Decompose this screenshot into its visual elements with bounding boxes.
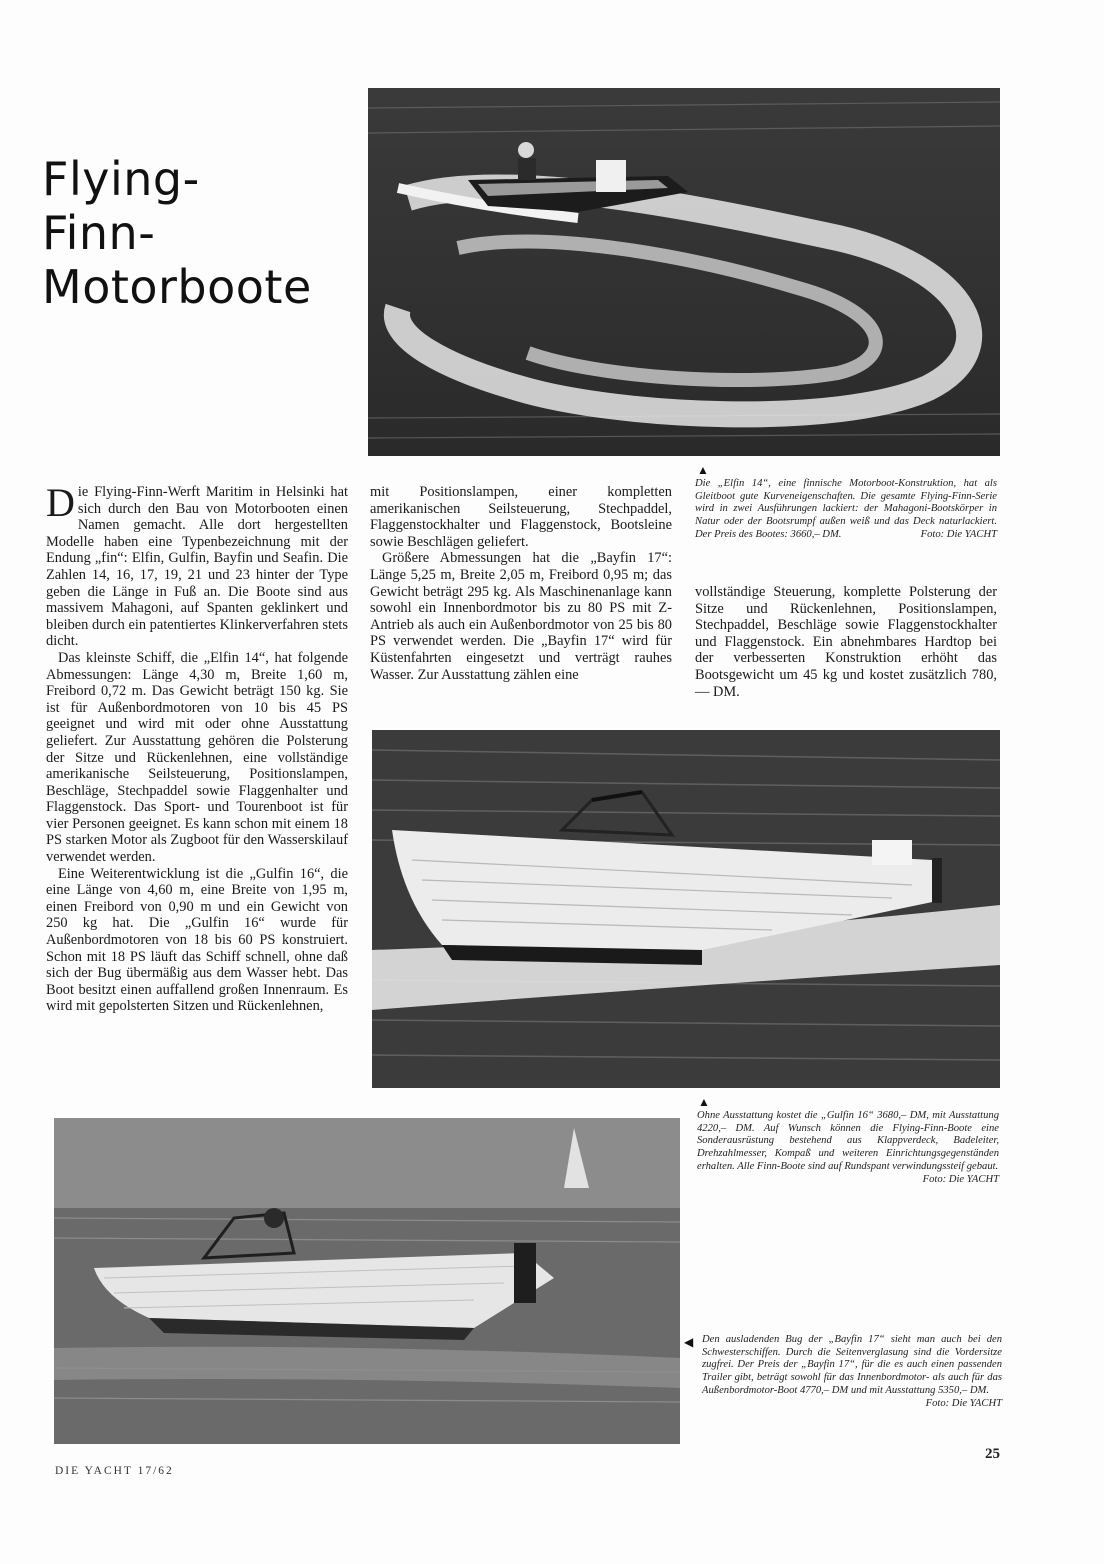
title-line-1: Flying- — [42, 152, 200, 206]
photo-credit: Foto: Die YACHT — [920, 528, 997, 540]
photo-credit: Foto: Die YACHT — [925, 1397, 1002, 1409]
photo-bayfin-17 — [54, 1118, 680, 1444]
caption-elfin-14 — [695, 478, 997, 542]
caption-gulfin-16 — [697, 1110, 999, 1186]
photo-gulfin-16 — [372, 730, 1000, 1088]
photo-credit: Foto: Die YACHT — [922, 1173, 999, 1185]
title-line-2: Finn- — [42, 206, 156, 260]
caption-bayfin-17 — [702, 1334, 1002, 1410]
title-line-3: Motorboote — [42, 260, 312, 314]
col3-p1: vollständige Steuerung, komplette Polsterung der Sitze und Rückenlehnen, Positionslampen, Stechpaddel, Beschläge sowie Flaggenstockhalter und Flaggenstock. Ein abnehmbares Hardtop bei der verbesserten Konstruktion erhöht das Bootsgewicht um 45 kg und kostet zusätzlich 780,— DM. — [695, 584, 997, 700]
caption-arrow-up-icon: ▲ — [697, 463, 709, 477]
page-number: 25 — [985, 1446, 1000, 1462]
caption-gulfin-text: Ohne Ausstattung kostet die „Gulfin 16“ 3680,– DM, mit Ausstattung 4220,– DM. Auf Wunsch können die Flying-Finn-Boote eine Sonderausrüstung bestehend aus Klappverdeck, Badeleiter, Drehzahlmesser, Kompaß und weiteren Einrichtungsgegenständen erhalten. Alle Finn-Boote sind auf Rundspant verwindungssteif gebaut. — [697, 1110, 999, 1172]
col1-p3: Eine Weiterentwicklung ist die „Gulfin 16“, die eine Länge von 4,60 m, eine Breite von 1,95 m, einen Freibord von 0,90 m und ein Gewicht von 250 kg hat. Die „Gulfin 16“ wurde für Außenbordmotoren von 18 bis 60 PS konstruiert. Schon mit 18 PS läuft das Schiff schnell, ohne daß sich der Bug übermäßig aus dem Wasser hebt. Das Boot besitzt einen auffallend großen Innenraum. Es wird mit gepolsterten Sitzen und Rückenlehnen, — [46, 865, 348, 1015]
text-column-2 — [370, 484, 672, 683]
col2-p2: Größere Abmessungen hat die „Bayfin 17“: Länge 5,25 m, Breite 2,05 m, Freibord 0,95 m; das Gewicht beträgt 295 kg. Als Maschinenanlage kann sowohl ein Innenbordmotor bis zu 80 PS mit Z-Antrieb als auch ein Außenbordmotor von 25 bis 80 PS verwendet werden. Die „Bayfin 17“ wird für Küstenfahrten eingesetzt und verträgt rauhes Wasser. Zur Ausstattung zählen eine — [370, 550, 672, 683]
caption-elfin-text: Die „Elfin 14“, eine finnische Motorboot-Konstruktion, hat als Gleitboot gute Kurveneigenschaften. Die gesamte Flying-Finn-Serie wird in zwei Ausführungen lackiert: der Mahagoni-Bootskörper in Natur oder der Bootsrumpf außen weiß und das Deck naturlackiert. Der Preis des Bootes: 3660,– DM. — [695, 478, 997, 540]
intro-paragraph — [46, 480, 348, 650]
caption-arrow-left-icon: ◀ — [684, 1335, 694, 1349]
col2-p1: mit Positionslampen, einer kompletten amerikanischen Seilsteuerung, Stechpaddel, Flaggenstockhalter und Flaggenstock, Bootsleine sowie Beschlägen geliefert. — [370, 484, 672, 550]
col1-p1: ie Flying-Finn-Werft Maritim in Helsinki hat sich durch den Bau von Motorbooten einen Namen gemacht. Alle dort hergestellten Modelle haben eine Typenbezeichnung mit der Endung „fin“: Elfin, Gulfin, Bayfin und Seafin. Die Zahlen 14, 16, 17, 19, 21 und 23 hinter der Type geben die Länge in Fuß an. Die Boote sind aus massivem Mahagoni, auf Spanten geklinkert und bleiben durch ein patentiertes Klinkerverfahren stets dicht. — [46, 484, 348, 650]
page-title — [42, 152, 312, 314]
magazine-issue: DIE YACHT 17/62 — [55, 1465, 174, 1477]
col1-p2: Das kleinste Schiff, die „Elfin 14“, hat folgende Abmessungen: Länge 4,30 m, Breite 1,60 m, Freibord 0,72 m. Das Gewicht beträgt 150 kg. Sie ist für Außenbordmotoren von 10 bis 45 PS geeignet und wird mit oder ohne Ausstattung geliefert. Zur Ausstattung gehören die Polsterung der Sitze und Rückenlehnen, eine vollständige amerikanische Seilsteuerung, Positionslampen, Beschläge, Stechpaddel sowie Flaggenhalter und Flaggenstock. Das Sport- und Tourenboot ist für vier Personen geeignet. Es kann schon mit einem 18 PS starken Motor als Zugboot für den Wasserskilauf verwendet werden. — [46, 649, 348, 866]
caption-bayfin-text: Den ausladenden Bug der „Bayfin 17“ sieht man auch bei den Schwesterschiffen. Durch die Seitenverglasung sind die Vordersitze zugfrei. Der Preis der „Bayfin 17“, für die es auch einen passenden Trailer gibt, beträgt sowohl für das Innenbordmotor- als auch für das Außenbordmotor-Boot 4770,– DM und mit Ausstattung 5350,– DM. — [702, 1334, 1002, 1396]
caption-arrow-up-icon: ▲ — [698, 1095, 710, 1109]
text-column-1 — [46, 480, 348, 1015]
text-column-3 — [695, 584, 997, 700]
drop-cap: D — [46, 480, 75, 525]
photo-elfin-14 — [368, 88, 1000, 456]
